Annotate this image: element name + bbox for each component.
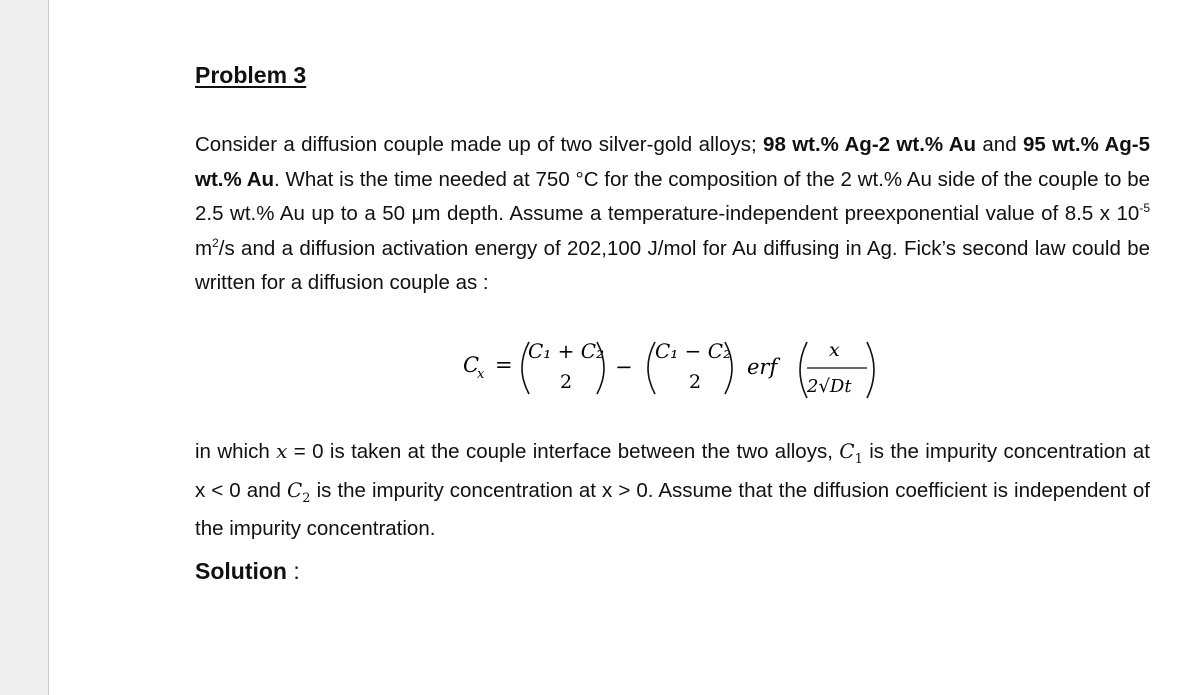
- eq-paren-right: [867, 342, 874, 398]
- eq-arg-num: x: [829, 339, 840, 361]
- text-span: Consider a diffusion couple made up of two silver-gold alloys;: [195, 133, 764, 156]
- eq-arg-den: 2√Dt: [807, 376, 852, 397]
- eq-term2-den: 2: [689, 371, 702, 393]
- eq-paren-left: [800, 342, 807, 398]
- exponent-superscript: -5: [1139, 201, 1150, 216]
- math-var-c1-sub: 1: [854, 452, 863, 467]
- text-span: in which: [195, 440, 277, 463]
- equation-svg: [463, 332, 883, 402]
- text-span: is the impurity concentration at x < 0 and: [195, 440, 1150, 502]
- definitions-paragraph: [195, 436, 1150, 544]
- eq-term1-num: C₁ + C₂: [528, 339, 605, 363]
- math-var-c1: [839, 439, 863, 467]
- alloy-1-bold: 98 wt.% Ag-2 wt.% Au: [763, 133, 977, 156]
- text-span: and: [976, 133, 1023, 156]
- left-margin-gutter: [0, 0, 49, 695]
- eq-erf: erf: [747, 355, 778, 379]
- text-span: . What is the time needed at 750 °C for the composition of the 2 wt.% Au side of the couple to be 2.5 wt.% Au up to a 50 μm depth. Assume a temperature-independent preexponential value of 8.5 x 10: [195, 167, 1150, 225]
- solution-suffix: :: [286, 558, 300, 584]
- text-span: = 0 is taken at the couple interface between the two alloys,: [287, 440, 840, 463]
- eq-minus: −: [615, 355, 633, 379]
- eq-lhs-sub: x: [477, 367, 485, 382]
- eq-equals: =: [495, 353, 513, 377]
- text-span: is the impurity concentration at x > 0. Assume that the diffusion coefficient is independent of the impurity concentration.: [195, 479, 1151, 540]
- alloy-2-bold: 95 wt.% Ag-5 wt.% Au: [195, 133, 1150, 191]
- text-span: m: [195, 236, 213, 260]
- solution-label: Solution: [195, 558, 287, 584]
- document-page[interactable]: [49, 0, 1181, 695]
- units-superscript: 2: [212, 235, 219, 250]
- math-var-x: x: [276, 439, 288, 463]
- math-var-c2-letter: C: [286, 478, 303, 502]
- problem-statement-paragraph: [195, 128, 1150, 301]
- eq-lhs: C: [463, 353, 480, 377]
- math-var-c1-letter: C: [839, 439, 855, 463]
- problem-title: Problem 3: [195, 62, 307, 88]
- eq-term1-den: 2: [560, 371, 573, 393]
- text-span: /s and a diffusion activation energy of 202,100 J/mol for Au diffusing in Ag. Fick’s second law could be written for a diffusion couple as :: [195, 236, 1150, 294]
- ficks-law-equation: [463, 332, 883, 402]
- math-var-c2-sub: 2: [302, 491, 311, 506]
- eq-paren-left: [648, 342, 655, 394]
- eq-term2-num: C₁ − C₂: [655, 339, 732, 363]
- solution-heading: [195, 558, 300, 585]
- math-var-c2: [286, 478, 311, 506]
